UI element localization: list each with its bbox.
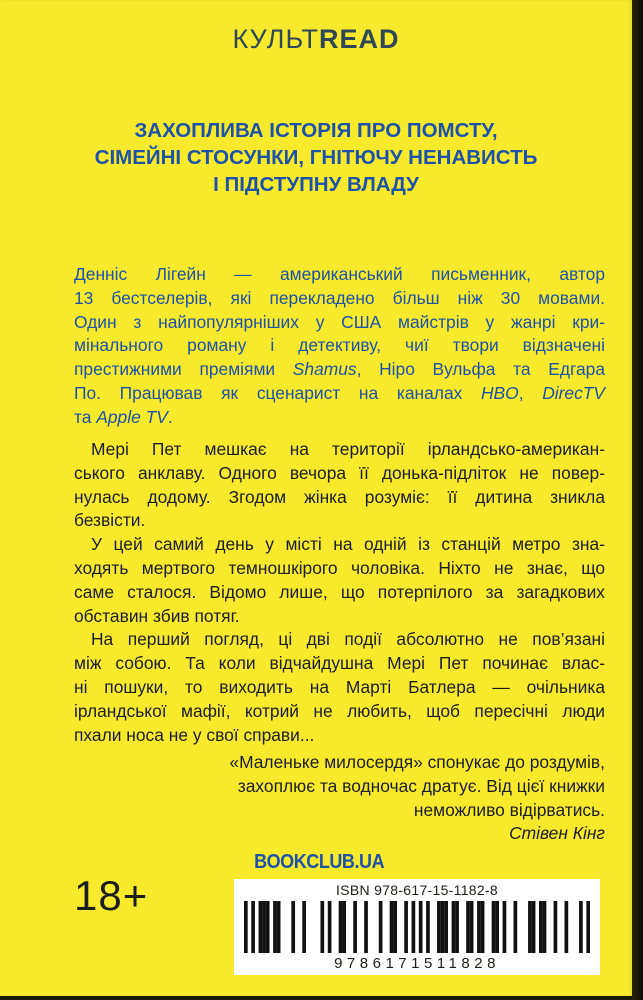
publisher-series-logo: [0, 24, 632, 55]
age-rating-badge: 18+: [74, 872, 149, 919]
author-bio-text: престижними преміями: [74, 359, 293, 380]
synopsis-line: ні пошуки, то виходить на Марті Батлера — очільника: [74, 676, 605, 697]
synopsis-line: обставин збив потяг.: [74, 605, 240, 626]
barcode-bar: [514, 901, 518, 953]
barcode-bar: [441, 901, 445, 953]
barcode-bar: [262, 901, 266, 953]
author-bio-line: Денніс Лігейн — американський письменник, автор: [74, 264, 605, 284]
synopsis-line: між собою. Та коли відчайдушна Мері Пет починає влас-: [74, 653, 605, 674]
barcode-bar: [302, 901, 306, 953]
barcode-bar: [579, 901, 583, 953]
barcode-bar: [390, 901, 394, 953]
logo-bold-part: READ: [319, 24, 400, 54]
barcode-bar: [565, 901, 569, 953]
barcode-bar: [503, 901, 507, 953]
barcode-bar: [393, 901, 397, 953]
barcode-bar: [437, 901, 441, 953]
author-bio-line: Один з найпопулярніших у США майстрів у жанрі кри-: [74, 311, 605, 332]
quote-line: захоплює та водночас дратує. Від цієї книжки: [237, 775, 605, 796]
barcode-bar: [444, 901, 448, 953]
barcode-bar: [404, 901, 408, 953]
barcode-bar: [291, 901, 295, 953]
author-bio-text: та: [74, 406, 97, 427]
barcode-bar: [466, 901, 470, 953]
review-quote: [100, 751, 605, 846]
tagline-line: І ПІДСТУПНУ ВЛАДУ: [213, 173, 419, 196]
author-bio-text: .: [167, 406, 173, 427]
synopsis-line: ірландської мафії, котрий не любить, щоб пересічні люди: [74, 700, 605, 721]
tagline: [40, 117, 592, 198]
award-shamus: Shamus: [292, 359, 357, 380]
logo-light-part: КУЛЬТ: [232, 24, 319, 54]
story-synopsis: [74, 438, 605, 747]
barcode-bar: [492, 901, 496, 953]
quote-line: «Маленьке милосердя» спонукає до роздумів,: [229, 752, 605, 772]
barcode-bar: [532, 901, 536, 953]
barcode-bar: [320, 901, 324, 953]
barcode-bar: [455, 901, 459, 953]
author-bio-line: [74, 406, 605, 430]
barcode-bar: [586, 901, 590, 953]
synopsis-line: Мері Пет мешкає на території ірландсько-американ-: [91, 439, 605, 459]
barcode-bar: [364, 901, 368, 953]
channel-directv: DirecTV: [542, 382, 605, 403]
barcode-bar: [426, 901, 430, 953]
barcode-bar: [342, 901, 346, 953]
barcode-bar: [353, 901, 357, 953]
barcode-bar: [412, 901, 416, 953]
author-bio-text: По. Працював як сценарист на каналах: [74, 382, 481, 403]
barcode-bar: [259, 901, 263, 953]
barcode-bar: [554, 901, 558, 953]
barcode-bar: [379, 901, 383, 953]
author-bio-line: мінального роману і детективу, чиї твори відзначені: [74, 335, 605, 356]
author-bio-line: [74, 358, 605, 382]
synopsis-line: безвісти.: [74, 510, 146, 531]
synopsis-line: саме сталося. Відомо лише, що потерпілого за загадкових: [74, 581, 605, 602]
barcode-bar: [539, 901, 543, 953]
barcode-bar: [251, 901, 255, 953]
synopsis-line: ського анклаву. Одного вечора її донька-підліток не повер-: [74, 462, 605, 483]
barcode-bar: [543, 901, 547, 953]
barcode-bar: [477, 901, 481, 953]
isbn-text: ISBN 978-617-15-1182-8: [336, 882, 498, 898]
author-bio: [74, 263, 605, 430]
tagline-line: СІМЕЙНІ СТОСУНКИ, ГНІТЮЧУ НЕНАВИСТЬ: [94, 146, 538, 169]
barcode-digits: 9786171511828: [334, 955, 500, 972]
barcode-bar: [277, 901, 281, 953]
barcode-bar: [266, 901, 270, 953]
barcode-bar: [273, 901, 277, 953]
barcode-label: [234, 879, 600, 975]
barcode-bar: [339, 901, 343, 953]
barcode-bar: [244, 901, 248, 953]
channel-hbo: HBO: [481, 382, 519, 403]
barcode-bar: [419, 901, 423, 953]
quote-line: неможливо відірватись.: [413, 799, 605, 820]
publisher-website: BOOKCLUB.UA: [254, 851, 385, 873]
author-bio-line: 13 бестселерів, які перекладено більш ніж 30 мовами.: [74, 287, 605, 308]
barcode-bar: [528, 901, 532, 953]
synopsis-line: На перший погляд, ці дві події абсолютно не пов’язані: [91, 629, 605, 650]
barcode-bar: [470, 901, 474, 953]
barcode-bar: [481, 901, 485, 953]
synopsis-line: нулась додому. Згодом жінка розуміє: її дитина зникла: [74, 486, 605, 507]
synopsis-line: ходять мертвого темношкірого чоловіка. Ніхто не знає, що: [74, 557, 605, 578]
barcode-bar: [328, 901, 332, 953]
book-edge-shadow: [632, 0, 643, 1000]
author-bio-line: [74, 382, 605, 406]
tagline-line: ЗАХОПЛИВА ІСТОРІЯ ПРО ПОМСТУ,: [134, 119, 498, 142]
barcode-bar: [452, 901, 456, 953]
channel-apple-tv: Apple TV: [96, 406, 168, 427]
synopsis-line: У цей самий день у місті на одній із станцій метро зна-: [91, 534, 605, 555]
quote-signature: Стівен Кінг: [509, 823, 605, 844]
author-bio-text: , Ніро Вульфа та Едгара: [356, 359, 605, 380]
author-bio-text: ,: [518, 382, 543, 403]
synopsis-line: пхали носа не у свої справи...: [74, 724, 315, 745]
barcode-bar: [495, 901, 499, 953]
barcode-bars: [244, 901, 590, 953]
